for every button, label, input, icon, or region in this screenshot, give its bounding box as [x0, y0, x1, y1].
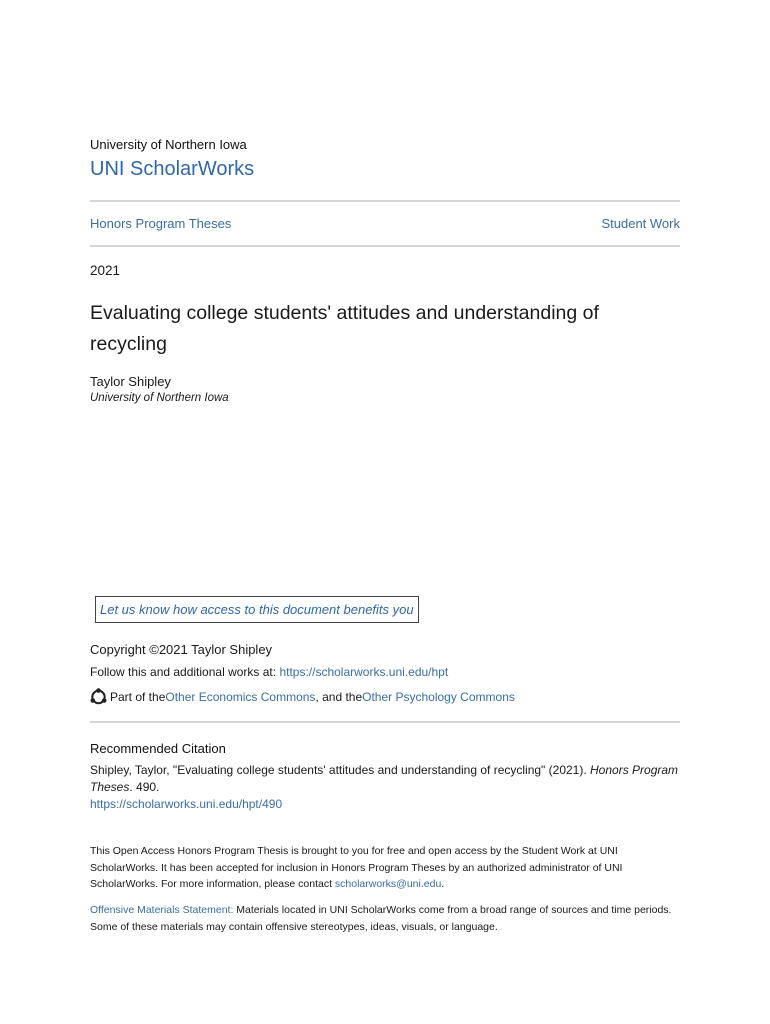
economics-commons-link[interactable]: Other Economics Commons [165, 689, 316, 704]
document-title: Evaluating college students' attitudes and understanding of recycling [90, 302, 599, 355]
institution-name: University of Northern Iowa [90, 137, 247, 152]
series-link[interactable]: Honors Program Theses [90, 216, 232, 231]
citation-number: . 490. [129, 780, 160, 794]
author-name: Taylor Shipley [90, 374, 171, 389]
offensive-materials-statement [90, 902, 680, 935]
repository-link[interactable]: UNI ScholarWorks [90, 158, 255, 180]
divider-citation [90, 721, 680, 723]
author-affiliation: University of Northern Iowa [90, 392, 229, 404]
copyright-statement: Copyright ©2021 Taylor Shipley [90, 642, 273, 657]
part-of-prefix: Part of the [110, 689, 166, 704]
citation-body: Shipley, Taylor, "Evaluating college students' attitudes and understanding of recycling" (2021). [90, 763, 591, 777]
commons-network-icon [90, 688, 107, 705]
divider-top [90, 200, 680, 202]
psychology-commons-link[interactable]: Other Psychology Commons [362, 689, 515, 704]
contact-email-link[interactable]: scholarworks@uni.edu [334, 878, 442, 890]
benefit-feedback-link[interactable]: Let us know how access to this document benefits you [95, 596, 419, 623]
notice-text: This Open Access Honors Program Thesis is brought to you for free and open access by the Student Work at UNI ScholarWorks. It has been accepted for inclusion in Honors Program Theses by an authorized administrator of UNI ScholarWorks. For more information, please contact [90, 845, 623, 890]
citation-heading: Recommended Citation [90, 741, 226, 756]
collection-url-link[interactable]: https://scholarworks.uni.edu/hpt [279, 665, 449, 679]
open-access-notice [90, 843, 680, 893]
notice-end: . [441, 878, 445, 890]
category-link[interactable]: Student Work [601, 216, 680, 231]
citation-url-link[interactable]: https://scholarworks.uni.edu/hpt/490 [90, 797, 283, 811]
statement-text: Materials located in UNI ScholarWorks come from a broad range of sources and time periods. Some of these materials may contain offensive stereotypes, ideas, visuals, or language. [90, 904, 672, 933]
citation-text [90, 762, 680, 813]
part-of-line [90, 688, 515, 705]
divider-nav [90, 245, 680, 247]
citation-series: Honors Program Theses [90, 763, 679, 794]
offensive-statement-link[interactable]: Offensive Materials Statement: [90, 904, 234, 916]
follow-prefix: Follow this and additional works at: [90, 665, 280, 679]
publication-year: 2021 [90, 263, 121, 278]
part-of-middle: , and the [315, 689, 363, 704]
follow-line [90, 665, 448, 679]
